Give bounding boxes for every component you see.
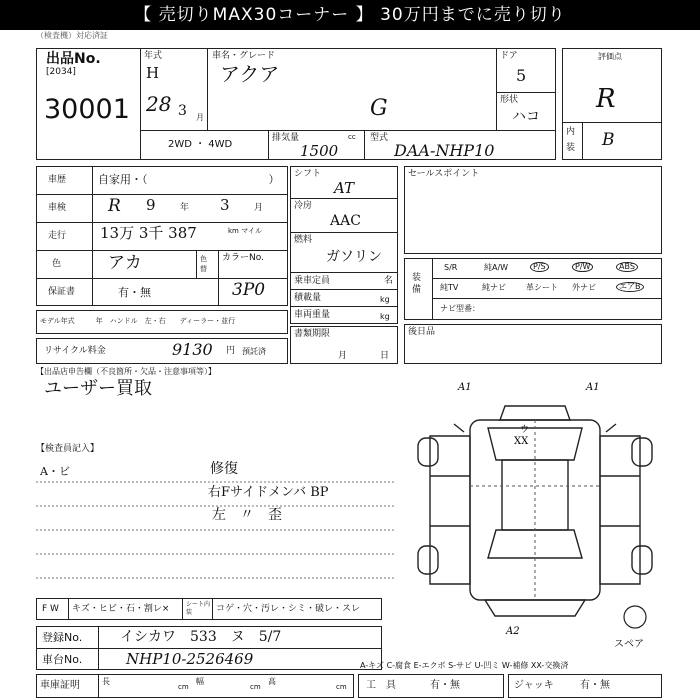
weight-label: 車両重量 <box>294 310 331 320</box>
load-unit: kg <box>380 295 390 304</box>
notes-value: ユーザー買取 <box>44 378 152 399</box>
mark-a1-left: A1 <box>458 382 472 393</box>
displacement-value: 1500 <box>300 142 339 160</box>
doors-value: 5 <box>516 66 527 85</box>
shape-value: ハコ <box>512 109 540 125</box>
mileage-unit: km マイル <box>228 227 262 235</box>
fw-scratches: キズ・ヒビ・石・割レ× <box>72 604 170 614</box>
chassis-value: NHP10-2526469 <box>126 650 254 668</box>
shift-value: AT <box>334 179 355 197</box>
registration-value: イシカワ 533 ヌ 5/7 <box>120 629 282 645</box>
fw-label: F W <box>42 604 59 614</box>
year-month: 3 <box>178 103 187 119</box>
equipment-label: 装備 <box>412 273 422 295</box>
sales-point-label: セールスポイント <box>408 169 480 179</box>
mark-a1-right: A1 <box>586 382 600 393</box>
model-grade: G <box>370 96 388 121</box>
fuel-value: ガソリン <box>326 249 382 265</box>
equip-alloy: 純A/W <box>484 263 509 272</box>
model-label: 車名・グレード <box>212 51 276 61</box>
tools-label: 工 具 <box>366 680 396 691</box>
cert-width-label: 幅 <box>196 677 204 686</box>
top-note: （検査機）対応済証 <box>36 31 108 40</box>
year-value: 28 <box>146 92 172 116</box>
equip-ext-nav: 外ナビ <box>572 283 596 292</box>
doors-label: ドア <box>500 51 518 61</box>
drive-label: 2WD ・ 4WD <box>168 139 233 150</box>
sales-point-box <box>404 166 662 254</box>
history-label: 車歴 <box>48 175 67 185</box>
doc-deadline-label: 書類期限 <box>294 329 331 339</box>
model-name: アクア <box>220 62 280 86</box>
tools-value: 有・無 <box>430 680 460 691</box>
inspection-month: 3 <box>220 196 230 214</box>
equip-ps: P/S <box>530 262 549 272</box>
cert-height-label: 高 <box>268 677 276 686</box>
seat-label: シート内装 <box>186 601 211 616</box>
cert-long-unit: cm <box>178 683 189 691</box>
inspection-month-unit: 月 <box>254 203 264 213</box>
model-code-label: 型式 <box>370 133 389 143</box>
aircon-value: AAC <box>330 213 361 229</box>
shift-label: シフト <box>294 169 322 179</box>
color-no-label: カラーNo. <box>222 253 264 263</box>
equip-leather: 革シート <box>526 283 558 292</box>
cert-long-label: 長 <box>102 677 110 686</box>
inspection-year: 9 <box>146 196 156 214</box>
equip-sr: S/R <box>444 263 458 272</box>
load-label: 積載量 <box>294 293 322 303</box>
entry-no-label: 出品No. <box>46 51 101 67</box>
history-value: 自家用・（ ） <box>98 173 280 186</box>
displacement-label: 排気量 <box>272 133 300 143</box>
recycle-unit: 円 <box>226 346 236 356</box>
displacement-unit: cc <box>348 133 356 141</box>
model-code-value: DAA-NHP10 <box>394 141 495 160</box>
capacity-label: 乗車定員 <box>294 276 331 286</box>
damage-legend: A-キズ C-腐食 E-エクボ S-サビ U-凹ミ W-補修 XX-交換済 <box>360 661 569 670</box>
score-value: R <box>596 84 616 114</box>
back-date-box <box>404 324 662 364</box>
inspection-label: 車検 <box>48 203 67 213</box>
equip-airbag: エアB <box>616 282 644 292</box>
jack-label: ジャッキ <box>514 680 554 691</box>
recycle-value: 9130 <box>172 340 213 359</box>
fuel-label: 燃料 <box>294 235 313 245</box>
interior-value: B <box>602 130 615 150</box>
inspector-line1-right: 修復 <box>210 461 238 477</box>
interior-label-1: 内 <box>566 127 576 137</box>
aircon-label: 冷房 <box>294 201 313 211</box>
inspector-line2: 右Fサイドメンバ BP <box>208 485 329 500</box>
color-change-label: 色替 <box>200 255 207 273</box>
inspection-era: R <box>108 196 121 216</box>
recycle-label: リサイクル料金 <box>44 346 106 356</box>
spare-tire-icon <box>622 604 648 630</box>
equip-pw: P/W <box>572 262 593 272</box>
chassis-label: 車台No. <box>42 653 83 666</box>
warranty-label: 保証書 <box>48 287 76 297</box>
recycle-note: 預託済 <box>242 347 266 356</box>
year-label: 年式 <box>144 51 163 61</box>
banner: 【 売切りMAX30コーナー 】 30万円までに売り切り <box>0 0 700 30</box>
doc-deadline-month: 月 <box>338 351 348 361</box>
color-value: アカ <box>108 253 142 273</box>
notes-label: 【出品店申告欄（不良箇所・欠品・注意事項等）】 <box>36 367 216 376</box>
entry-small-no: [2034] <box>46 67 76 77</box>
inspector-label: 【検査員記入】 <box>36 444 100 454</box>
inspector-lines <box>36 456 396 596</box>
mark-xx: XX <box>514 436 529 447</box>
registration-label: 登録No. <box>42 631 83 644</box>
mark-u: ウ <box>520 425 530 435</box>
entry-number: 30001 <box>44 94 130 125</box>
garage-cert-label: 車庫証明 <box>40 680 80 691</box>
capacity-unit: 名 <box>384 276 394 286</box>
color-label: 色 <box>52 259 62 269</box>
equip-abs: ABS <box>616 262 638 272</box>
mileage-value: 13万 3千 387 <box>100 224 197 242</box>
color-no-value: 3P0 <box>232 280 266 300</box>
equip-nav-model-label: ナビ型番： <box>440 304 480 313</box>
interior-label-2: 装 <box>566 143 576 153</box>
cert-width-unit: cm <box>250 683 261 691</box>
score-label: 評価点 <box>598 52 622 61</box>
equip-nav: 純ナビ <box>482 283 506 292</box>
inspector-line1-left: A・ビ <box>40 465 70 478</box>
mark-a2: A2 <box>506 626 520 637</box>
weight-unit: kg <box>380 312 390 321</box>
shape-label: 形状 <box>500 95 519 105</box>
model-year-text: モデル年式 年 ハンドル 左・右 ディーラー・並行 <box>40 317 236 325</box>
cert-height-unit: cm <box>336 683 347 691</box>
back-date-label: 後日品 <box>408 327 436 337</box>
equip-tv: 純TV <box>440 283 459 292</box>
seat-value: コゲ・穴・汚レ・シミ・破レ・スレ <box>216 604 361 614</box>
inspection-year-unit: 年 <box>180 203 190 213</box>
spare-label: スペア <box>614 639 644 650</box>
garage-cert-row <box>36 674 354 698</box>
warranty-value: 有・無 <box>118 286 151 299</box>
year-month-unit: 月 <box>196 113 204 122</box>
year-era: H <box>146 64 160 82</box>
jack-value: 有・無 <box>580 680 610 691</box>
doc-deadline-day: 日 <box>380 351 390 361</box>
inspector-line3: 左 〃 歪 <box>212 507 282 523</box>
car-damage-diagram <box>410 376 660 638</box>
mileage-label: 走行 <box>48 231 67 241</box>
